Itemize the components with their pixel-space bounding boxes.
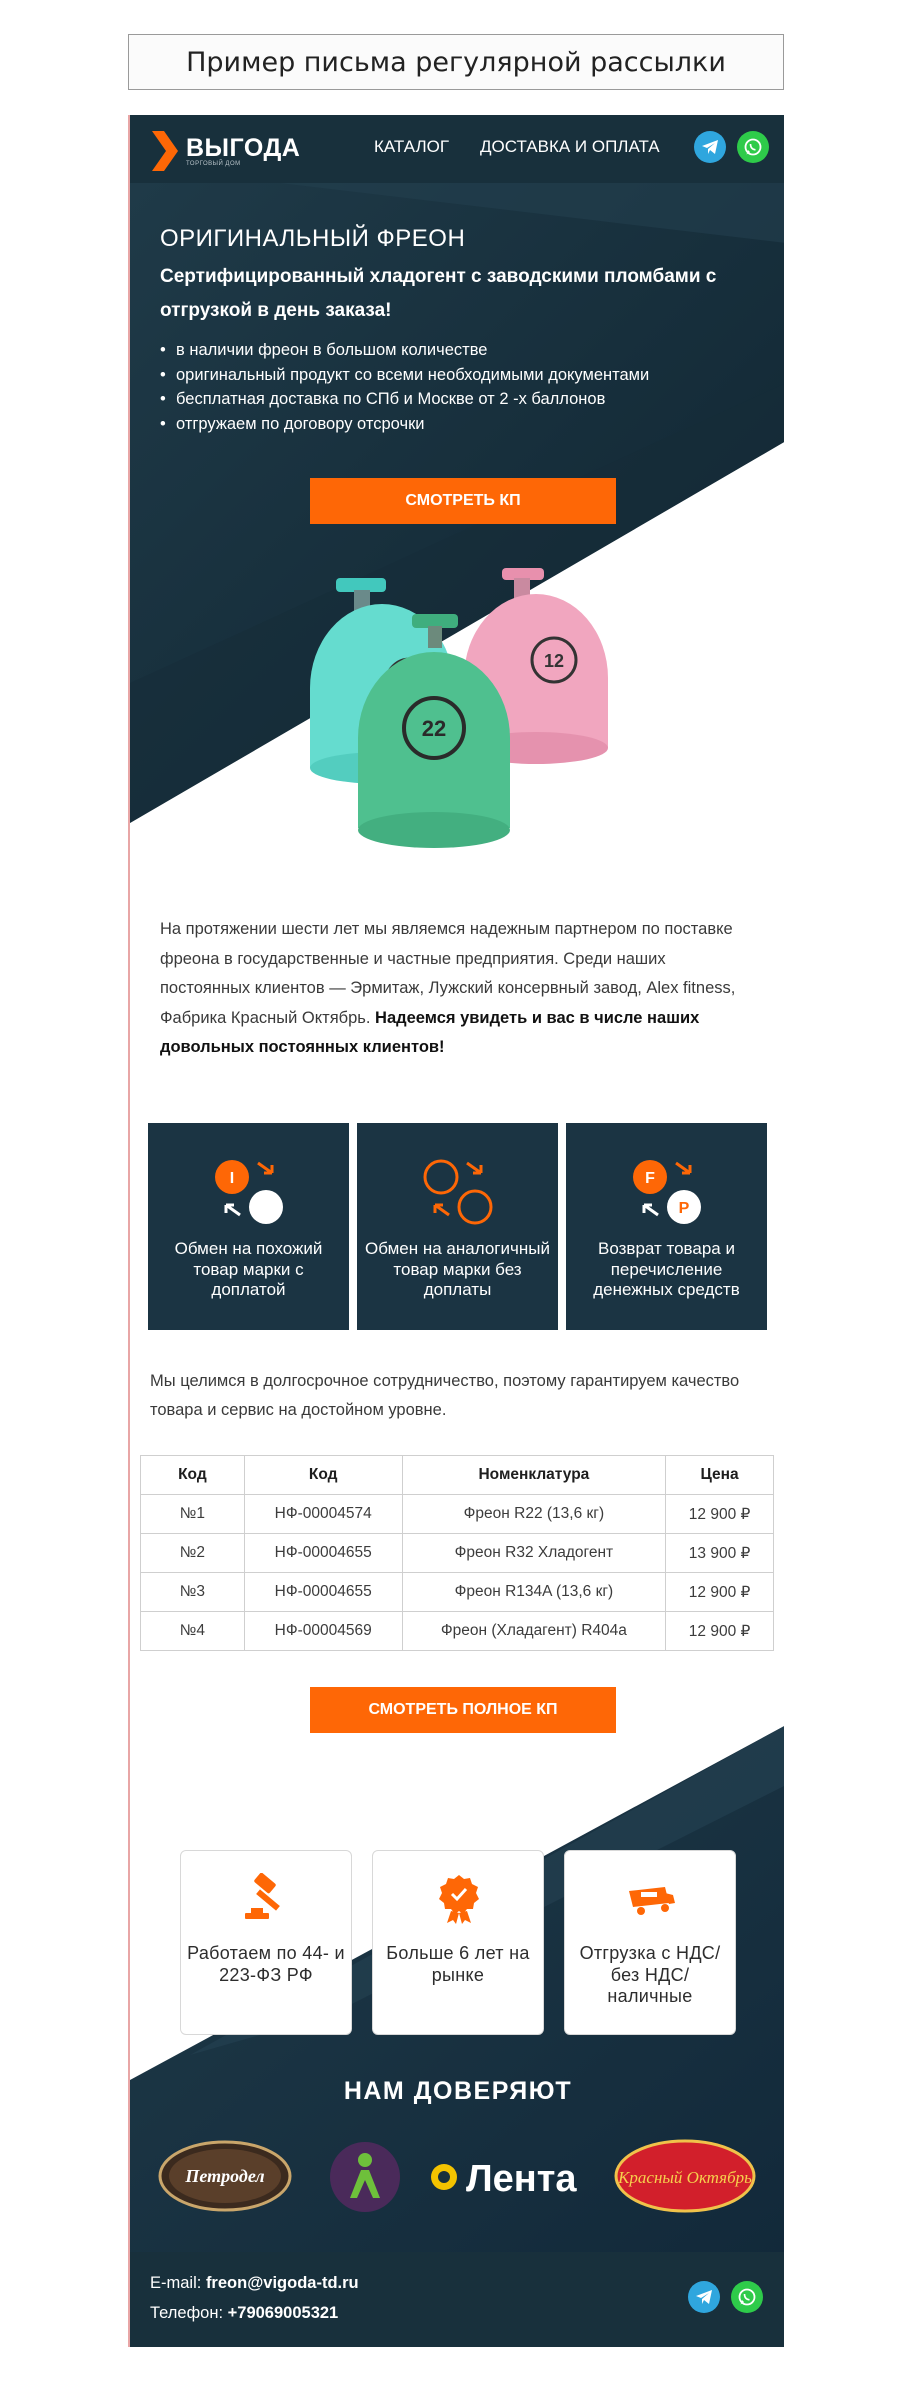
delivery-truck-icon [625,1873,677,1925]
whatsapp-icon[interactable] [737,131,769,163]
svg-text:Красный Октябрь: Красный Октябрь [618,2168,752,2187]
email-header [130,115,784,183]
table-header-row [141,1456,774,1495]
table-cell: Фреон R32 Хладогент [402,1534,666,1573]
award-badge-icon [433,1873,485,1925]
guarantee-paragraph: Мы целимся в долгосрочное сотрудничество, поэтому гарантируем качество товара и сервис на достойном уровне. [150,1372,740,1419]
col-header: Номенклатура [402,1456,666,1495]
table-cell: 12 900 ₽ [666,1612,774,1651]
footer-email-link[interactable]: freon@vigoda-td.ru [205,2274,359,2292]
benefit-item: • оригинальный продукт со всеми необходимыми документами [160,363,649,388]
table-cell: 13 900 ₽ [666,1534,774,1573]
table-cell: Фреон R22 (13,6 кг) [402,1495,666,1534]
table-cell: Фреон (Хладагент) R404a [402,1612,666,1651]
feature-card-shipping [564,1850,736,2035]
feature-text: Отгрузка с НДС/без НДС/ наличные [579,1943,721,2006]
hero-benefits-list [160,338,649,436]
brand-logo-lenta [430,2157,590,2206]
price-table [140,1455,774,1651]
newsletter-email [128,115,784,2347]
svg-text:F: F [645,1170,655,1187]
intro-text: На протяжении шести лет мы являемся надежным партнером по поставке фреона в государственные и частные предприятия. Среди наших постоянных клиентов — Эрмитаж, Лужский консервный завод, Alex fitness, Фабрика Красный Октябрь. [160,920,736,1027]
table-cell: НФ-00004655 [244,1534,402,1573]
intro-paragraph [160,915,760,1063]
table-cell: 12 900 ₽ [666,1573,774,1612]
trust-heading: НАМ ДОВЕРЯЮТ [343,2077,573,2105]
table-cell: НФ-00004655 [244,1573,402,1612]
page-caption: Пример письма регулярной рассылки [128,34,784,90]
table-cell: НФ-00004574 [244,1495,402,1534]
hero-section [130,183,784,938]
table-cell: №2 [141,1534,245,1573]
cylinder-label: 22 [421,716,447,741]
brand-logo-figure [328,2140,402,2219]
table-cell: №4 [141,1612,245,1651]
table-cell: 12 900 ₽ [666,1495,774,1534]
feature-text: Больше 6 лет на рынке [386,1943,530,1985]
footer-email: E-mail: freon@vigoda-td.ru [150,2274,359,2292]
benefit-item: • бесплатная доставка по СПб и Москве от 2 -х баллонов [160,387,649,412]
svg-text:Лента: Лента [466,2158,577,2200]
svg-text:P: P [678,1200,690,1217]
exchange-with-surcharge-icon [210,1153,288,1225]
feature-text: Работаем по 44- и 223-ФЗ РФ [187,1943,345,1985]
table-cell: НФ-00004569 [244,1612,402,1651]
hero-subtitle: Сертифицированный хладогент с заводскими пломбами с отгрузкой в день заказа! [160,266,717,321]
brand-logo-krasny-oktyabr [614,2139,756,2218]
table-row [141,1573,774,1612]
telegram-icon[interactable] [688,2281,720,2313]
col-header: Цена [666,1456,774,1495]
cylinder-label: 12 [543,651,565,671]
table-cell: Фреон R134A (13,6 кг) [402,1573,666,1612]
table-row [141,1495,774,1534]
svg-text:I: I [229,1170,235,1187]
benefit-item: • отгружаем по договору отсрочки [160,412,649,437]
nav-catalog[interactable]: КАТАЛОГ [374,137,450,156]
table-row [141,1534,774,1573]
card-text: Обмен на аналогичный товар марки без доплаты [365,1239,550,1299]
brand-name: ВЫГОДА [186,134,301,162]
footer-phone: Телефон: +79069005321 [150,2304,339,2322]
intro-bold-text: Надеемся увидеть и вас в числе наших довольных постоянных клиентов! [160,1008,700,1056]
whatsapp-icon[interactable] [731,2281,763,2313]
refund-icon [628,1153,706,1225]
feature-card-experience [372,1850,544,2035]
gavel-icon [241,1873,293,1925]
footer-phone-link[interactable]: +79069005321 [227,2304,339,2322]
telegram-icon[interactable] [694,131,726,163]
card-exchange-no-surcharge [357,1123,558,1330]
svg-text:Петродел: Петродел [185,2166,265,2186]
benefit-item: • в наличии фреон в большом количестве [160,338,649,363]
card-text: Обмен на похожий товар марки с доплатой [174,1239,323,1299]
table-row [141,1612,774,1651]
hero-title: ОРИГИНАЛЬНЫЙ ФРЕОН [160,225,466,252]
view-offer-button[interactable]: СМОТРЕТЬ КП [310,478,616,524]
card-exchange-surcharge [148,1123,349,1330]
brand-logo[interactable] [150,131,300,171]
exchange-icon [419,1153,497,1225]
col-header: Код [244,1456,402,1495]
brand-subtitle: ТОРГОВЫЙ ДОМ [186,161,241,167]
email-footer [130,2252,784,2347]
brand-logo-petrodel [158,2140,292,2217]
table-cell: №1 [141,1495,245,1534]
table-cell: №3 [141,1573,245,1612]
feature-card-law [180,1850,352,2035]
view-full-offer-button[interactable]: СМОТРЕТЬ ПОЛНОЕ КП [310,1687,616,1733]
freon-cylinders-image [306,568,626,868]
col-header: Код [141,1456,245,1495]
card-refund [566,1123,767,1330]
logo-arrow-icon [150,131,178,171]
nav-delivery-payment[interactable]: ДОСТАВКА И ОПЛАТА [480,137,660,156]
card-text: Возврат товара и перечисление денежных средств [593,1239,740,1299]
